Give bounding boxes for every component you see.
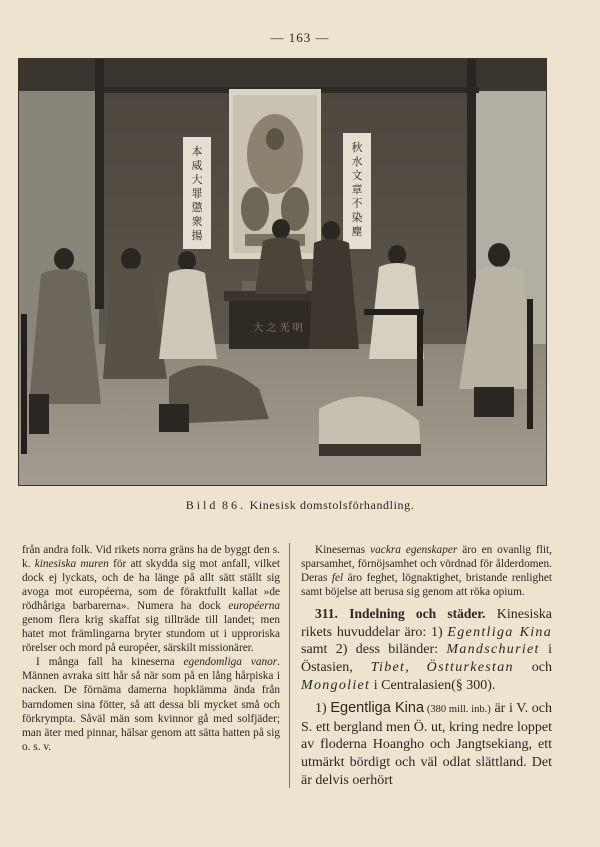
text-run: I många fall ha kineserna — [36, 656, 184, 669]
left-column — [22, 543, 280, 754]
emphasis-good-qualities: vackra egenskaper — [370, 544, 458, 556]
caption-text: Kinesisk domstolsförhandling. — [249, 498, 415, 512]
emphasis-customs: egendomliga vanor — [183, 656, 278, 669]
emphasis-europeans: européerna — [228, 600, 280, 613]
scroll-right-char-6: 塵 — [351, 225, 363, 238]
figure-caption — [0, 498, 600, 513]
right-column — [301, 543, 552, 789]
scroll-left-char-1: 威 — [191, 159, 203, 172]
scroll-right-char-2: 文 — [351, 169, 363, 182]
term-mandschuriet: Mandschuriet — [446, 642, 540, 658]
term-egentliga-kina: Egentliga Kina — [447, 624, 552, 640]
scroll-left-char-6: 揚 — [191, 229, 203, 242]
scroll-left-char-4: 懲 — [191, 201, 203, 214]
population-note: (380 mill. inb.) — [424, 704, 491, 716]
courtroom-photograph — [18, 58, 547, 486]
text-run: i Östasien, — [301, 642, 552, 675]
text-run: äro feghet, lögnaktighet, bristande renlighet samt böjelse att berusa sig genom att röka opium. — [301, 572, 552, 599]
scroll-right-char-0: 秋 — [351, 141, 363, 154]
right-calligraphy-scroll — [343, 133, 371, 249]
table-inscription: 大 之 光 明 — [253, 323, 303, 334]
text-run: samt 2) dess biländer: — [301, 642, 447, 658]
right-paragraph-1 — [301, 543, 552, 599]
left-paragraph-2 — [22, 655, 280, 753]
text-run: för att skydda sig mot anfall, vilket dock ej lyckats, och de ha länge på allt sätt ställt sig avoga mot européerna, som de föraktfullt kallat »de rödhåriga barbarerna». Numera ha dock — [22, 558, 281, 613]
emphasis-faults: fel — [331, 572, 344, 585]
text-run: , — [405, 659, 427, 675]
text-run: från andra folk. Vid rikets norra gräns ha de byggt den s. k. — [22, 544, 280, 571]
text-run: och — [513, 659, 553, 675]
section-title: Indelning och städer. — [349, 606, 486, 622]
scroll-right-char-5: 染 — [351, 211, 363, 224]
egentliga-kina-paragraph — [301, 700, 552, 789]
section-311-paragraph — [301, 605, 552, 694]
scroll-right-char-4: 不 — [351, 197, 363, 210]
subheading-egentliga-kina: Egentliga Kina — [330, 700, 425, 717]
page-number: — 163 — — [270, 30, 330, 45]
term-ostturkestan: Östturkestan — [426, 659, 514, 675]
scroll-left-char-3: 罪 — [191, 187, 203, 200]
text-run: Kinesiska rikets huvuddelar äro: 1) — [301, 607, 553, 640]
scroll-right-char-1: 水 — [351, 155, 363, 168]
section-number: 311. — [315, 606, 338, 622]
text-run: genom flera krig skaffat sig tillträde till landet; men hatet mot främlingarna bryter stundom ut i upproriska rörelser och mord på européer, särskilt missionärer. — [22, 614, 280, 655]
text-run: är i V. och S. ett bergland men Ö. ut, kring nedre loppet av floderna Hoangho och Jangtsekiang, ett utmärkt bördigt och väl odlat slättland. Det är delvis oerhört — [301, 701, 552, 788]
emphasis-great-wall: kinesiska muren — [34, 558, 109, 571]
term-mongoliet: Mongoliet — [301, 677, 371, 693]
term-tibet: Tibet — [370, 659, 406, 675]
column-divider — [289, 543, 290, 788]
left-calligraphy-scroll — [183, 137, 211, 249]
text-run: äro en ovanlig flit, sparsamhet, förnöjsamhet och vördnad för ålderdomen. Deras — [301, 544, 552, 585]
caption-number: 86. — [221, 498, 246, 512]
text-run: Kinesernas — [315, 544, 371, 556]
text-run: i Centralasien(§ 300). — [370, 677, 496, 693]
scroll-left-char-2: 大 — [191, 173, 203, 186]
scroll-left-char-0: 本 — [191, 145, 203, 158]
scroll-right-char-3: 章 — [351, 183, 363, 196]
text-run: . Männen avraka sitt hår så när som på en lång hårpiska i nacken. De förnäma damerna hopklämma ända från barndomen sina fötter, så att dessa bli mycket små och förkrympta. Såväl män som kvinnor gå med solfjäder; man äter med pinnar, hälsar genom att sätta hatten på sig o. s. v. — [22, 656, 280, 753]
left-paragraph-1 — [22, 543, 280, 655]
scroll-left-char-5: 衆 — [191, 215, 203, 228]
list-number: 1) — [315, 701, 327, 717]
caption-prefix: Bild — [185, 498, 219, 512]
